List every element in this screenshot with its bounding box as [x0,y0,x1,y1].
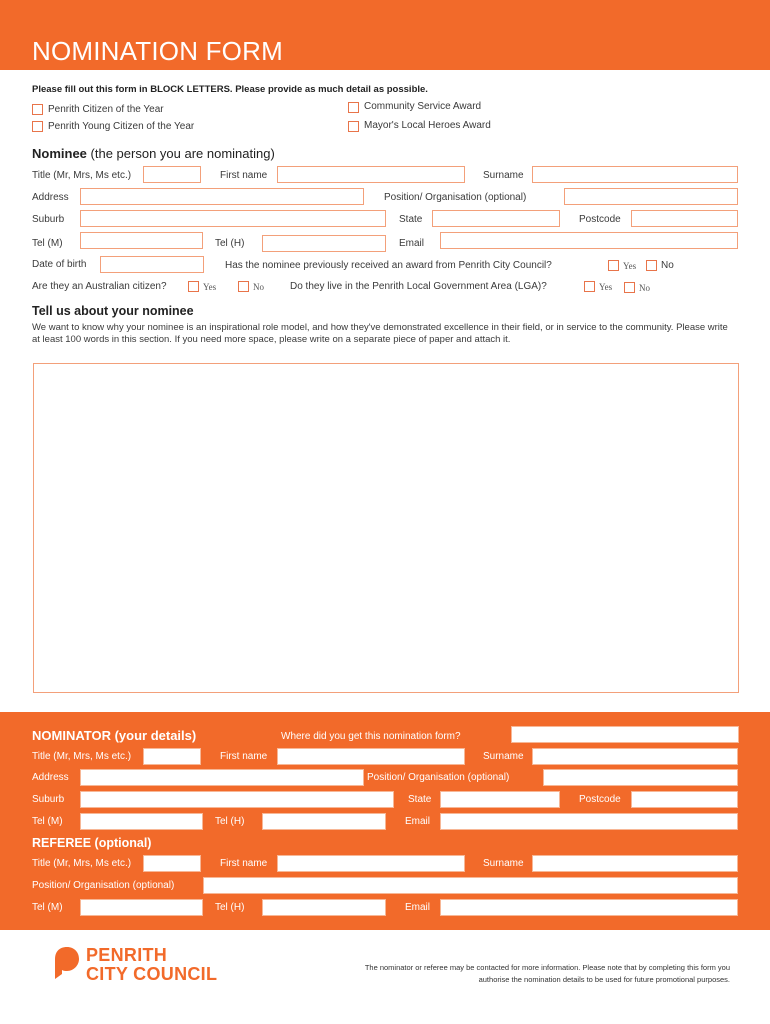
nominator-first-name-input[interactable] [277,748,465,765]
penrith-citizen-label: Penrith Citizen of the Year [48,104,164,115]
nominator-state-label: State [408,794,432,805]
nominator-state-input[interactable] [440,791,560,808]
prev-award-no-checkbox[interactable] [646,260,657,271]
intro-text: Please fill out this form in BLOCK LETTERS. Please provide as much detail as possible. [32,84,428,95]
nominee-state-label: State [399,214,423,225]
nominee-tel-h-label: Tel (H) [215,238,245,249]
nominee-dob-input[interactable] [100,256,204,273]
referee-title-input[interactable] [143,855,201,872]
nominator-surname-label: Surname [483,751,524,762]
local-heroes-checkbox[interactable] [348,121,359,132]
about-instructions: We want to know why your nominee is an inspirational role model, and how they've demonstrated excellence in their field, or in service to the community. Please write at least 100 words in this section. If you need more space, please write on a separate piece of paper and attach it. [32,322,728,345]
about-heading: Tell us about your nominee [32,304,194,318]
referee-first-name-label: First name [220,858,268,869]
nominator-heading: NOMINATOR (your details) [32,728,197,743]
nominee-title-input[interactable] [143,166,201,183]
nominee-dob-label: Date of birth [32,259,87,270]
citizen-no-label: No [253,282,264,292]
about-textarea[interactable] [33,363,739,693]
citizen-question: Are they an Australian citizen? [32,281,167,292]
nominator-postcode-label: Postcode [579,794,621,805]
nominator-address-label: Address [32,772,69,783]
citizen-yes-checkbox[interactable] [188,281,199,292]
nominee-position-label: Position/ Organisation (optional) [384,192,527,203]
footer-note: The nominator or referee may be contacted for more information. Please note that by completing this form you authorise the nomination details to be used for future promotional purposes. [364,963,730,984]
referee-tel-h-label: Tel (H) [215,902,245,913]
nominator-email-label: Email [405,816,431,827]
nominee-tel-m-input[interactable] [80,232,203,249]
nominee-postcode-label: Postcode [579,214,621,225]
local-heroes-label: Mayor's Local Heroes Award [364,120,491,131]
community-service-label: Community Service Award [364,101,482,112]
nominee-state-input[interactable] [432,210,560,227]
referee-position-label: Position/ Organisation (optional) [32,880,175,891]
lga-question: Do they live in the Penrith Local Government Area (LGA)? [290,281,547,292]
header-banner [0,0,770,70]
council-logo-text: PENRITH CITY COUNCIL [86,945,218,984]
referee-heading: REFEREE (optional) [32,836,152,850]
lga-no-checkbox[interactable] [624,282,635,293]
nominator-suburb-input[interactable] [80,791,394,808]
nominator-address-input[interactable] [80,769,364,786]
nominator-surname-input[interactable] [532,748,738,765]
nominee-heading: Nominee (the person you are nominating) [32,146,275,161]
nominee-email-label: Email [399,238,425,249]
lga-yes-label: Yes [599,282,613,292]
referee-tel-m-label: Tel (M) [32,902,63,913]
nominator-first-name-label: First name [220,751,268,762]
nominator-tel-h-input[interactable] [262,813,386,830]
nominee-title-label: Title (Mr, Mrs, Ms etc.) [32,170,132,181]
prev-award-no-label: No [661,260,674,271]
nominator-tel-m-input[interactable] [80,813,203,830]
penrith-citizen-checkbox[interactable] [32,104,43,115]
referee-first-name-input[interactable] [277,855,465,872]
nominee-first-name-label: First name [220,170,268,181]
referee-tel-h-input[interactable] [262,899,386,916]
prev-award-yes-checkbox[interactable] [608,260,619,271]
citizen-no-checkbox[interactable] [238,281,249,292]
page-title: NOMINATION FORM [32,36,283,66]
nominator-title-input[interactable] [143,748,201,765]
lga-no-label: No [639,283,650,293]
community-service-checkbox[interactable] [348,102,359,113]
prev-award-yes-label: Yes [623,261,637,271]
nominator-position-input[interactable] [543,769,738,786]
referee-surname-label: Surname [483,858,524,869]
nominee-first-name-input[interactable] [277,166,465,183]
referee-email-input[interactable] [440,899,738,916]
nominee-tel-h-input[interactable] [262,235,386,252]
where-form-label: Where did you get this nomination form? [281,731,461,742]
young-citizen-checkbox[interactable] [32,121,43,132]
where-form-input[interactable] [511,726,739,743]
nominee-email-input[interactable] [440,232,738,249]
nominee-position-input[interactable] [564,188,738,205]
referee-position-input[interactable] [203,877,738,894]
nominator-email-input[interactable] [440,813,738,830]
nominator-suburb-label: Suburb [32,794,65,805]
nominee-tel-m-label: Tel (M) [32,238,63,249]
nominator-tel-h-label: Tel (H) [215,816,245,827]
nominator-position-label: Position/ Organisation (optional) [367,772,510,783]
nominee-address-input[interactable] [80,188,364,205]
nominee-surname-input[interactable] [532,166,738,183]
referee-title-label: Title (Mr, Mrs, Ms etc.) [32,858,132,869]
nominator-postcode-input[interactable] [631,791,738,808]
council-logo-icon [54,946,80,980]
nominee-address-label: Address [32,192,69,203]
nominator-title-label: Title (Mr, Mrs, Ms etc.) [32,751,132,762]
referee-surname-input[interactable] [532,855,738,872]
nominee-surname-label: Surname [483,170,524,181]
nominator-tel-m-label: Tel (M) [32,816,63,827]
lga-yes-checkbox[interactable] [584,281,595,292]
referee-tel-m-input[interactable] [80,899,203,916]
referee-email-label: Email [405,902,431,913]
young-citizen-label: Penrith Young Citizen of the Year [48,121,195,132]
nominee-postcode-input[interactable] [631,210,738,227]
citizen-yes-label: Yes [203,282,217,292]
prev-award-question: Has the nominee previously received an award from Penrith City Council? [225,260,552,271]
nominee-suburb-input[interactable] [80,210,386,227]
nominee-suburb-label: Suburb [32,214,65,225]
